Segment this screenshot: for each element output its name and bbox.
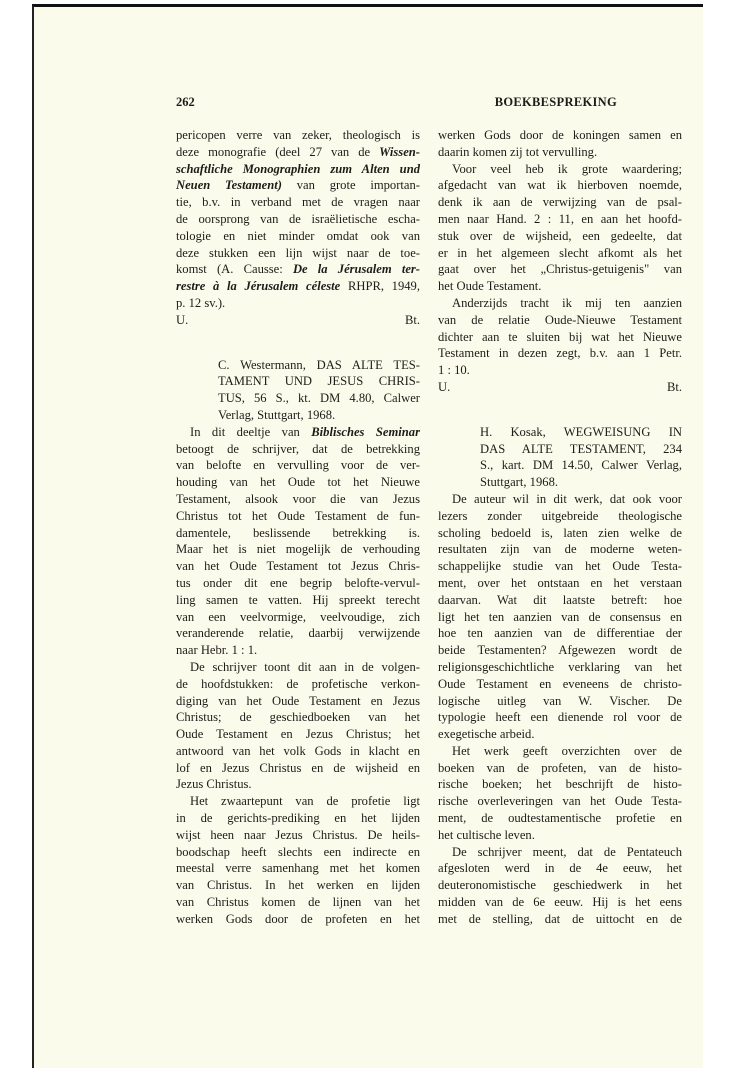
text-line <box>176 295 420 312</box>
text-segment: Het werk geeft overzichten over de <box>452 743 682 758</box>
text-segment: De auteur wil in dit werk, dat ook voor <box>452 491 682 506</box>
text-segment: tie, b.v. in verband met de vragen naar <box>176 195 420 210</box>
text-segment: daarin komen zij tot vervulling. <box>438 144 598 159</box>
text-line <box>438 278 682 295</box>
text-segment: het cultische leven. <box>438 827 535 842</box>
text-line <box>438 860 682 877</box>
text-segment: Het zwaartepunt van de profetie ligt <box>190 794 420 809</box>
text-segment: logische uitleg van W. Vischer. De <box>438 693 682 708</box>
text-line <box>438 659 682 676</box>
text-segment: Voor veel heb ik grote waardering; <box>452 161 682 176</box>
text-segment: deze monografie (deel 27 van de <box>176 144 380 159</box>
text-segment: boeken van de profeten, van de histo- <box>438 760 682 775</box>
text-segment: TAMENT UND JESUS CHRIS- <box>218 374 420 389</box>
text-line <box>176 810 420 827</box>
text-segment: Jezus Christus. <box>176 777 252 792</box>
text-segment: werken Gods door de profeten en het <box>176 911 420 926</box>
text-line <box>176 177 420 194</box>
text-line <box>176 592 420 609</box>
signature-place: U. <box>176 312 189 327</box>
text-line <box>438 525 682 542</box>
text-line <box>438 127 682 144</box>
text-segment: Christus tot het Oude Testament de fun- <box>176 508 420 523</box>
text-line <box>176 144 420 161</box>
text-line <box>176 278 420 295</box>
text-line <box>176 211 420 228</box>
italic-text: Neuen Testament) <box>176 178 282 193</box>
text-line <box>176 491 420 508</box>
text-line <box>480 441 682 458</box>
text-line <box>438 144 682 161</box>
text-line <box>438 894 682 911</box>
text-line <box>176 457 420 474</box>
text-segment: wijst heen naar Jezus Christus. De heils- <box>176 827 420 842</box>
text-line <box>218 407 420 424</box>
paragraph <box>438 491 682 743</box>
text-segment: tologie en niet minder omdat ook van <box>176 228 420 243</box>
text-line <box>438 362 682 379</box>
paragraph <box>438 161 682 295</box>
text-line <box>438 877 682 894</box>
text-line <box>438 508 682 525</box>
text-segment: diging van het Oude Testament en Jezus <box>176 693 420 708</box>
signature-initials: Bt. <box>666 379 682 394</box>
text-segment: boodschap heeft slechts een indirecte en <box>176 844 420 859</box>
text-line <box>176 659 420 676</box>
text-segment: lezers zonder uitgebreide theologische <box>438 508 682 523</box>
text-segment: meestal verre samenhang met het komen <box>176 861 420 876</box>
text-segment: Oude Testament en eveneens de christo- <box>438 676 682 691</box>
text-segment: van een veelvormige, veelvoudige, zich <box>176 609 420 624</box>
text-line <box>176 127 420 144</box>
text-line <box>218 357 420 374</box>
text-line <box>438 261 682 278</box>
text-segment: daarvan. Wat dit laatste betreft: hoe <box>438 592 682 607</box>
text-segment: C. Westermann, DAS ALTE TES- <box>218 357 420 372</box>
text-segment: werken Gods door de koningen samen en <box>438 128 682 142</box>
text-segment: van Christus komen de lijnen van het <box>176 895 420 910</box>
text-line <box>438 810 682 827</box>
text-line <box>438 345 682 362</box>
text-segment: ligt het ten aanzien van de consensus en <box>438 609 682 624</box>
text-line <box>176 541 420 558</box>
text-line <box>438 709 682 726</box>
text-line <box>438 911 682 928</box>
text-line <box>176 793 420 810</box>
text-segment: RHPR, 1949, <box>340 279 420 294</box>
text-line <box>176 860 420 877</box>
text-segment: pericopen verre van zeker, theologisch is <box>176 128 420 142</box>
text-line <box>438 693 682 710</box>
text-segment: TUS, 56 S., kt. DM 4.80, Calwer <box>218 391 420 406</box>
text-segment: van grote importan- <box>281 178 420 193</box>
text-segment: van Christus. In het werken en lijden <box>176 878 420 893</box>
text-segment: van de relatie Oude-Nieuwe Testament <box>438 312 682 327</box>
text-line <box>438 228 682 245</box>
text-segment: damentele, beslissende betrekking is. <box>176 525 420 540</box>
text-segment: Oude Testament en Jezus Christus; het <box>176 727 420 742</box>
document-page <box>32 4 703 1068</box>
text-line <box>176 743 420 760</box>
text-line <box>176 844 420 861</box>
text-segment: H. Kosak, WEGWEISUNG IN <box>480 424 682 439</box>
text-segment: van het Oude Testament tot Jezus Chris- <box>176 559 420 574</box>
text-line <box>438 760 682 777</box>
text-segment: religionsgeschichtliche verklaring van het <box>438 659 682 674</box>
paragraph <box>438 295 682 379</box>
text-segment: S., kart. DM 14.50, Calwer Verlag, <box>480 458 682 473</box>
text-line <box>438 625 682 642</box>
text-line <box>438 245 682 262</box>
text-segment: ment, over het ontstaan en het verstaan <box>438 575 682 590</box>
text-segment: scholing bedoeld is, laten zien welke de <box>438 525 682 540</box>
text-segment: De schrijver meent, dat de Pentateuch <box>452 844 682 859</box>
reviewer-signature <box>176 312 420 329</box>
text-segment: Testament, alsook voor die van Jezus <box>176 491 420 506</box>
text-segment: resultaten zijn van de moderne weten- <box>438 542 682 557</box>
text-line <box>438 676 682 693</box>
text-segment: betoogt de schrijver, dat de betrekking <box>176 441 420 456</box>
page-number: 262 <box>176 95 195 109</box>
text-segment: ling samen te vatten. Hij spreekt terecht <box>176 592 420 607</box>
text-segment: hoe ten aanzien van de differentiae der <box>438 626 682 641</box>
text-line <box>438 558 682 575</box>
text-segment: men naar Hand. 2 : 11, en aan het hoofd- <box>438 211 682 226</box>
text-line <box>176 625 420 642</box>
text-segment: met de stelling, dat de uittocht en de <box>438 911 682 926</box>
text-line <box>176 709 420 726</box>
running-head: BOEKBESPREKING <box>494 95 617 109</box>
italic-text: restre à la Jérusalem céleste <box>176 279 341 294</box>
paragraph <box>176 127 420 312</box>
text-segment: afgedacht van wat ik hierboven noemde, <box>438 178 682 193</box>
italic-text: schaftliche Monographien zum Alten und <box>176 161 420 176</box>
text-line <box>176 676 420 693</box>
text-line <box>480 424 682 441</box>
text-segment: in de gerichts-prediking en het lijden <box>176 811 420 826</box>
text-segment: Stuttgart, 1968. <box>480 475 559 490</box>
text-line <box>176 609 420 626</box>
text-segment: de oorsprong van de israëlietische escha- <box>176 211 420 226</box>
text-segment: het Oude Testament. <box>438 279 542 294</box>
text-line <box>438 177 682 194</box>
text-line <box>176 525 420 542</box>
text-line <box>176 776 420 793</box>
text-segment: denk ik aan de verwijzing van de psal- <box>438 195 682 210</box>
text-segment: houding van het Oude tot het Nieuwe <box>176 475 420 490</box>
text-segment: dichter aan te sluiten bij wat het Nieuwe <box>438 329 682 344</box>
text-segment: lof en Jezus Christus en de wijsheid en <box>176 760 420 775</box>
text-segment: Maar het is niet mogelijk de verhouding <box>176 542 420 557</box>
text-line <box>438 844 682 861</box>
text-line <box>176 760 420 777</box>
paragraph <box>176 424 420 659</box>
book-review-heading <box>480 424 682 491</box>
text-line <box>176 911 420 928</box>
text-segment: schappelijke studie van het Oude Testa- <box>438 559 682 574</box>
text-segment: gaat over het „Christus-getuigenis" van <box>438 262 682 277</box>
text-line <box>438 743 682 760</box>
text-segment: tus onder dit ene begrip belofte-vervul- <box>176 575 420 590</box>
text-line <box>176 245 420 262</box>
text-line <box>218 373 420 390</box>
text-segment: De schrijver toont dit aan in de volgen- <box>190 659 420 674</box>
text-line <box>176 424 420 441</box>
paragraph <box>438 743 682 844</box>
text-line <box>438 329 682 346</box>
text-line <box>176 894 420 911</box>
text-segment: Testament in dezen zegt, b.v. aan 1 Petr. <box>438 346 682 361</box>
text-segment: van belofte en vervulling voor de ver- <box>176 458 420 473</box>
right-column <box>438 127 682 928</box>
text-line <box>438 776 682 793</box>
text-segment: exegetische arbeid. <box>438 727 535 742</box>
text-line <box>176 194 420 211</box>
text-segment: Verlag, Stuttgart, 1968. <box>218 407 336 422</box>
text-segment: afgesloten werd in de 4e eeuw, het <box>438 861 682 876</box>
text-line <box>176 642 420 659</box>
text-segment: DAS ALTE TESTAMENT, 234 <box>480 441 682 456</box>
paragraph <box>438 844 682 928</box>
text-line <box>438 642 682 659</box>
text-line <box>176 726 420 743</box>
paragraph <box>438 127 682 161</box>
text-segment: antwoord van het volk Gods in klacht en <box>176 743 420 758</box>
text-line <box>176 441 420 458</box>
text-line <box>438 312 682 329</box>
text-segment: veranderende relatie, daarbij verwijzende <box>176 626 420 641</box>
signature-initials: Bt. <box>404 312 420 327</box>
text-segment: komst (A. Causse: <box>176 262 293 277</box>
text-segment: naar Hebr. 1 : 1. <box>176 643 258 658</box>
text-line <box>176 161 420 178</box>
text-line <box>176 693 420 710</box>
text-line <box>438 194 682 211</box>
text-segment: deuteronomistische geschiedwerk in het <box>438 878 682 893</box>
text-segment: deze stukken een lijn wijst naar de toe- <box>176 245 420 260</box>
text-line <box>176 261 420 278</box>
text-line <box>438 161 682 178</box>
text-line <box>438 827 682 844</box>
text-segment: de hoofdstukken: de profetische verkon- <box>176 676 420 691</box>
text-line <box>438 609 682 626</box>
text-segment: beide Testamenten? Afgewezen wordt de <box>438 643 682 658</box>
text-line <box>438 592 682 609</box>
book-review-heading <box>218 357 420 424</box>
text-line <box>218 390 420 407</box>
left-column <box>176 127 420 928</box>
text-line <box>438 793 682 810</box>
text-segment: ment, de oudtestamentische profetie en <box>438 811 682 826</box>
text-segment: p. 12 sv.). <box>176 295 226 310</box>
text-segment: rische overleveringen van het Oude Testa- <box>438 794 682 809</box>
signature-place: U. <box>438 379 451 394</box>
text-line <box>480 457 682 474</box>
text-segment: Anderzijds tracht ik mij ten aanzien <box>452 295 682 310</box>
text-line <box>176 228 420 245</box>
paragraph <box>176 659 420 793</box>
text-segment: midden van de 6e eeuw. Hij is het eens <box>438 895 682 910</box>
text-line <box>438 726 682 743</box>
text-line <box>480 474 682 491</box>
text-line <box>176 877 420 894</box>
text-line <box>176 474 420 491</box>
italic-text: Wissen- <box>379 144 420 159</box>
text-segment: er in het algemeen slecht afkomt als het <box>438 245 682 260</box>
text-segment: typologie heeft een dienende rol voor de <box>438 710 682 725</box>
text-line <box>176 827 420 844</box>
text-segment: Christus; de geschiedboeken van het <box>176 710 420 725</box>
paragraph <box>176 793 420 927</box>
text-line <box>176 508 420 525</box>
text-line <box>438 491 682 508</box>
italic-text: Biblisches Seminar <box>311 424 420 439</box>
text-segment: rische boeken; het beschrijft de histo- <box>438 777 682 792</box>
text-line <box>438 541 682 558</box>
text-segment: In dit deeltje van <box>190 424 312 439</box>
text-line <box>438 295 682 312</box>
text-segment: 1 : 10. <box>438 363 470 378</box>
text-line <box>438 575 682 592</box>
reviewer-signature <box>438 379 682 396</box>
italic-text: De la Jérusalem ter- <box>292 262 420 277</box>
text-segment: stuk over de wijsheid, een gedeelte, dat <box>438 228 682 243</box>
text-line <box>176 558 420 575</box>
text-line <box>176 575 420 592</box>
text-line <box>438 211 682 228</box>
